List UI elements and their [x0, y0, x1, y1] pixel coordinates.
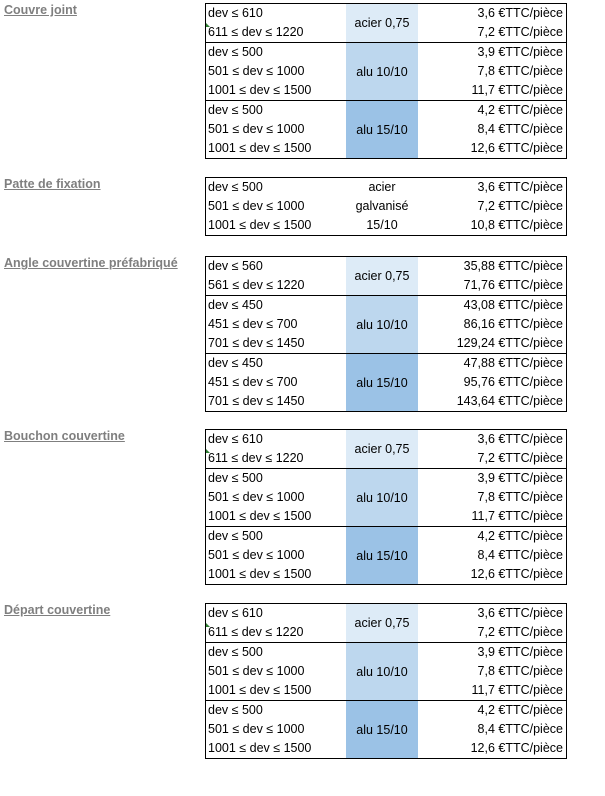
- price-value: 8,4 €TTC/pièce: [477, 122, 563, 136]
- table-row: [206, 257, 566, 276]
- dev-range: 701 ≤ dev ≤ 1450: [208, 336, 305, 350]
- dev-range: 501 ≤ dev ≤ 1000: [208, 122, 305, 136]
- price-group-alu-15: [205, 701, 567, 759]
- price-value: 10,8 €TTC/pièce: [470, 218, 563, 232]
- dev-range: 451 ≤ dev ≤ 700: [208, 317, 298, 331]
- dev-range: dev ≤ 610: [208, 6, 263, 20]
- table-row: [206, 546, 566, 565]
- section-title: Bouchon couvertine: [4, 429, 125, 443]
- table-row: [206, 643, 566, 662]
- dev-range: 1001 ≤ dev ≤ 1500: [208, 83, 312, 97]
- dev-range: dev ≤ 500: [208, 529, 263, 543]
- price-group-alu-10: [205, 43, 567, 101]
- price-group-alu-10: [205, 296, 567, 354]
- dev-range: 611 ≤ dev ≤ 1220: [208, 625, 304, 639]
- material-cell: acier 0,75: [346, 4, 418, 42]
- table-row: [206, 101, 566, 120]
- table-row: [206, 62, 566, 81]
- table-row: [206, 197, 566, 216]
- dev-range: 501 ≤ dev ≤ 1000: [208, 64, 305, 78]
- section-title: Départ couvertine: [4, 603, 111, 617]
- material-cell: alu 15/10: [346, 527, 418, 584]
- price-value: 71,76 €TTC/pièce: [463, 278, 563, 292]
- dev-range: 501 ≤ dev ≤ 1000: [208, 490, 305, 504]
- table-row: [206, 120, 566, 139]
- price-value: 11,7 €TTC/pièce: [471, 83, 563, 97]
- material-cell: acier 0,75: [346, 604, 418, 642]
- price-value: 7,2 €TTC/pièce: [477, 25, 563, 39]
- material-cell: acier 0,75: [346, 257, 418, 295]
- price-value: 129,24 €TTC/pièce: [456, 336, 563, 350]
- price-value: 143,64 €TTC/pièce: [456, 394, 563, 408]
- table-row: [206, 296, 566, 315]
- price-value: 3,6 €TTC/pièce: [477, 6, 563, 20]
- price-value: 7,2 €TTC/pièce: [477, 199, 563, 213]
- price-value: 3,6 €TTC/pièce: [477, 432, 563, 446]
- price-value: 8,4 €TTC/pièce: [477, 722, 563, 736]
- material-cell: alu 10/10: [346, 43, 418, 100]
- section-title: Couvre joint: [4, 3, 77, 17]
- dev-range: 1001 ≤ dev ≤ 1500: [208, 683, 312, 697]
- price-group-alu-10: [205, 469, 567, 527]
- table-row: [206, 739, 566, 758]
- price-value: 7,8 €TTC/pièce: [477, 490, 563, 504]
- dev-range: 701 ≤ dev ≤ 1450: [208, 394, 305, 408]
- dev-range: dev ≤ 500: [208, 471, 263, 485]
- table-row: [206, 354, 566, 373]
- material-cell: acier 0,75: [346, 430, 418, 468]
- dev-range: 501 ≤ dev ≤ 1000: [208, 548, 305, 562]
- section-title: Angle couvertine préfabriqué: [4, 256, 178, 270]
- price-value: 8,4 €TTC/pièce: [477, 548, 563, 562]
- table-row: [206, 392, 566, 411]
- dev-range: dev ≤ 560: [208, 259, 263, 273]
- table-row: [206, 23, 566, 42]
- price-table: [205, 603, 567, 759]
- table-row: [206, 81, 566, 100]
- dev-range: 611 ≤ dev ≤ 1220: [208, 25, 304, 39]
- material-cell: alu 15/10: [346, 701, 418, 758]
- table-row: [206, 430, 566, 449]
- price-value: 43,08 €TTC/pièce: [463, 298, 563, 312]
- price-value: 3,6 €TTC/pièce: [477, 606, 563, 620]
- dev-range: 1001 ≤ dev ≤ 1500: [208, 218, 312, 232]
- price-value: 12,6 €TTC/pièce: [470, 567, 563, 581]
- material-line: galvanisé: [355, 199, 409, 213]
- dev-range: 1001 ≤ dev ≤ 1500: [208, 567, 312, 581]
- table-row: [206, 604, 566, 623]
- price-value: 35,88 €TTC/pièce: [463, 259, 563, 273]
- table-row: [206, 720, 566, 739]
- price-table: [205, 177, 567, 236]
- table-row: [206, 623, 566, 642]
- price-value: 7,2 €TTC/pièce: [477, 451, 563, 465]
- price-value: 3,9 €TTC/pièce: [477, 471, 563, 485]
- table-row: [206, 701, 566, 720]
- price-table: [205, 256, 567, 412]
- table-row: [206, 373, 566, 392]
- section-title: Patte de fixation: [4, 177, 101, 191]
- dev-range: dev ≤ 450: [208, 298, 263, 312]
- dev-range: 1001 ≤ dev ≤ 1500: [208, 141, 312, 155]
- price-group-alu-15: [205, 354, 567, 412]
- table-row: [206, 334, 566, 353]
- material-line: 15/10: [366, 218, 398, 232]
- material-cell: alu 10/10: [346, 296, 418, 353]
- table-row: [206, 43, 566, 62]
- price-group-acier: [205, 603, 567, 643]
- table-row: [206, 4, 566, 23]
- dev-range: 1001 ≤ dev ≤ 1500: [208, 509, 312, 523]
- price-value: 86,16 €TTC/pièce: [463, 317, 563, 331]
- dev-range: dev ≤ 610: [208, 606, 263, 620]
- price-value: 3,9 €TTC/pièce: [477, 45, 563, 59]
- dev-range: dev ≤ 450: [208, 356, 263, 370]
- material-cell: alu 10/10: [346, 643, 418, 700]
- price-group-alu-15: [205, 101, 567, 159]
- table-row: [206, 507, 566, 526]
- price-group-alu-15: [205, 527, 567, 585]
- price-group-acier: [205, 256, 567, 296]
- table-row: [206, 488, 566, 507]
- table-row: [206, 469, 566, 488]
- dev-range: dev ≤ 500: [208, 180, 263, 194]
- dev-range: dev ≤ 610: [208, 432, 263, 446]
- dev-range: 561 ≤ dev ≤ 1220: [208, 278, 305, 292]
- dev-range: 451 ≤ dev ≤ 700: [208, 375, 298, 389]
- material-cell: alu 10/10: [346, 469, 418, 526]
- price-value: 4,2 €TTC/pièce: [477, 529, 563, 543]
- price-value: 4,2 €TTC/pièce: [477, 103, 563, 117]
- table-row: [206, 216, 566, 235]
- price-value: 12,6 €TTC/pièce: [470, 141, 563, 155]
- table-row: [206, 662, 566, 681]
- price-group-acier: [205, 429, 567, 469]
- price-value: 47,88 €TTC/pièce: [463, 356, 563, 370]
- dev-range: 611 ≤ dev ≤ 1220: [208, 451, 304, 465]
- dev-range: 501 ≤ dev ≤ 1000: [208, 664, 305, 678]
- price-value: 7,2 €TTC/pièce: [477, 625, 563, 639]
- table-row: [206, 449, 566, 468]
- price-group-acier: [205, 3, 567, 43]
- price-value: 95,76 €TTC/pièce: [463, 375, 563, 389]
- price-value: 3,9 €TTC/pièce: [477, 645, 563, 659]
- price-value: 12,6 €TTC/pièce: [470, 741, 563, 755]
- price-table: [205, 429, 567, 585]
- dev-range: dev ≤ 500: [208, 103, 263, 117]
- material-line: acier: [368, 180, 396, 194]
- dev-range: 501 ≤ dev ≤ 1000: [208, 199, 305, 213]
- table-row: [206, 276, 566, 295]
- dev-range: dev ≤ 500: [208, 45, 263, 59]
- dev-range: 1001 ≤ dev ≤ 1500: [208, 741, 312, 755]
- price-value: 3,6 €TTC/pièce: [477, 180, 563, 194]
- price-group-acier-galvanise: [205, 177, 567, 236]
- price-value: 4,2 €TTC/pièce: [477, 703, 563, 717]
- price-value: 11,7 €TTC/pièce: [471, 509, 563, 523]
- material-cell: alu 15/10: [346, 101, 418, 158]
- table-row: [206, 315, 566, 334]
- table-row: [206, 565, 566, 584]
- table-row: [206, 178, 566, 197]
- price-value: 7,8 €TTC/pièce: [477, 64, 563, 78]
- dev-range: dev ≤ 500: [208, 703, 263, 717]
- dev-range: 501 ≤ dev ≤ 1000: [208, 722, 305, 736]
- dev-range: dev ≤ 500: [208, 645, 263, 659]
- price-value: 11,7 €TTC/pièce: [471, 683, 563, 697]
- table-row: [206, 139, 566, 158]
- table-row: [206, 681, 566, 700]
- price-group-alu-10: [205, 643, 567, 701]
- price-table: [205, 3, 567, 159]
- table-row: [206, 527, 566, 546]
- material-cell: alu 15/10: [346, 354, 418, 411]
- price-value: 7,8 €TTC/pièce: [477, 664, 563, 678]
